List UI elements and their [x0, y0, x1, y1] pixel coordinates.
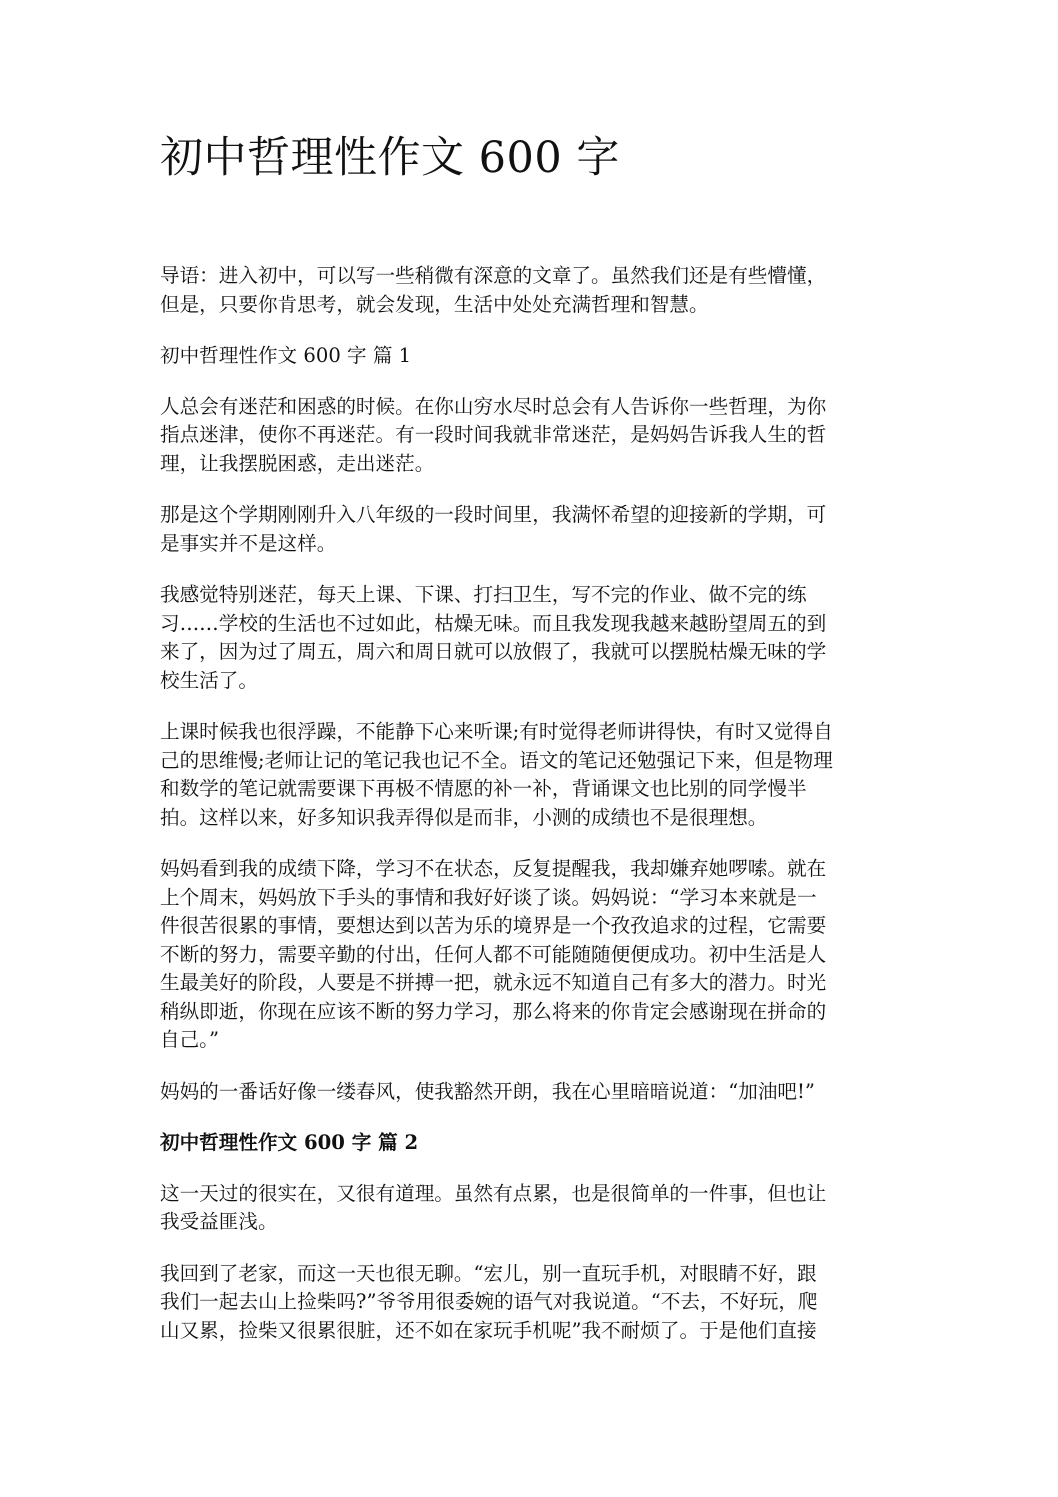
section-heading-1: 初中哲理性作文 600 字 篇 1 — [160, 344, 412, 367]
text-line: 上课时候我也很浮躁，不能静下心来听课;有时觉得老师讲得快，有时又觉得自 — [160, 720, 833, 743]
paragraph — [160, 581, 900, 695]
text-line: 上个周末，妈妈放下手头的事情和我好好谈了谈。妈妈说：“学习本来就是一 — [160, 885, 817, 909]
paragraph — [160, 1078, 900, 1107]
text-line: 自己。” — [160, 1028, 219, 1051]
text-line: 习……学校的生活也不过如此，枯燥无味。而且我发现我越来越盼望周五的到 — [160, 611, 827, 635]
text-line: 稍纵即逝，你现在应该不断的努力学习，那么将来的你肯定会感谢现在拼命的 — [160, 999, 827, 1023]
text-line: 指点迷津，使你不再迷茫。有一段时间我就非常迷茫，是妈妈告诉我人生的哲 — [160, 423, 827, 446]
text-line: 己的思维慢;老师让记的笔记我也记不全。语文的笔记还勉强记下来，但是物理 — [160, 748, 833, 772]
text-line: 校生活了。 — [160, 668, 258, 692]
paragraph — [160, 1180, 900, 1237]
document-title: 初中哲理性作文 600 字 — [160, 133, 620, 183]
intro-paragraph — [160, 262, 900, 319]
text-line: 这一天过的很实在，又很有道理。虽然有点累，也是很简单的一件事，但也让 — [160, 1181, 827, 1205]
text-line: 山又累，捡柴又很累很脏，还不如在家玩手机呢”我不耐烦了。于是他们直接 — [160, 1318, 817, 1342]
text-line: 件很苦很累的事情，要想达到以苦为乐的境界是一个孜孜追求的过程，它需要 — [160, 914, 827, 937]
text-line: 那是这个学期刚刚升入八年级的一段时间里，我满怀希望的迎接新的学期，可 — [160, 503, 827, 526]
text-line: 导语：进入初中，可以写一些稍微有深意的文章了。虽然我们还是有些懵懂， — [160, 264, 827, 287]
paragraph — [160, 718, 900, 832]
text-line: 妈妈的一番话好像一缕春风，使我豁然开朗，我在心里暗暗说道：“加油吧!” — [160, 1079, 815, 1103]
paragraph — [160, 855, 900, 1055]
section-heading-2: 初中哲理性作文 600 字 篇 2 — [160, 1131, 419, 1154]
text-line: 和数学的笔记就需要课下再极不情愿的补一补，背诵课文也比别的同学慢半 — [160, 777, 807, 800]
text-line: 我回到了老家，而这一天也很无聊。“宏儿，别一直玩手机，对眼睛不好，跟 — [160, 1261, 817, 1285]
text-line: 理，让我摆脱困惑，走出迷茫。 — [160, 451, 435, 475]
paragraph — [160, 501, 900, 558]
text-line: 妈妈看到我的成绩下降，学习不在状态，反复提醒我，我却嫌弃她啰嗦。就在 — [160, 857, 827, 880]
text-line: 我受益匪浅。 — [160, 1210, 278, 1233]
paragraph — [160, 1260, 900, 1346]
text-line: 来了，因为过了周五，周六和周日就可以放假了，我就可以摆脱枯燥无味的学 — [160, 640, 827, 663]
text-line: 我感觉特别迷茫，每天上课、下课、打扫卫生，写不完的作业、做不完的练 — [160, 583, 807, 606]
text-line: 拍。这样以来，好多知识我弄得似是而非，小测的成绩也不是很理想。 — [160, 805, 768, 829]
paragraph — [160, 393, 900, 479]
text-line: 是事实并不是这样。 — [160, 531, 337, 555]
text-line: 人总会有迷茫和困惑的时候。在你山穷水尽时总会有人告诉你一些哲理，为你 — [160, 394, 827, 418]
text-line: 不断的努力，需要辛勤的付出，任何人都不可能随随便便成功。初中生活是人 — [160, 942, 827, 966]
text-line: 但是，只要你肯思考，就会发现，生活中处处充满哲理和智慧。 — [160, 292, 709, 316]
text-line: 生最美好的阶段，人要是不拼搏一把，就永远不知道自己有多大的潜力。时光 — [160, 971, 827, 994]
document-body — [160, 262, 900, 1368]
text-line: 我们一起去山上捡柴吗?”爷爷用很委婉的语气对我说道。“不去，不好玩，爬 — [160, 1290, 818, 1313]
